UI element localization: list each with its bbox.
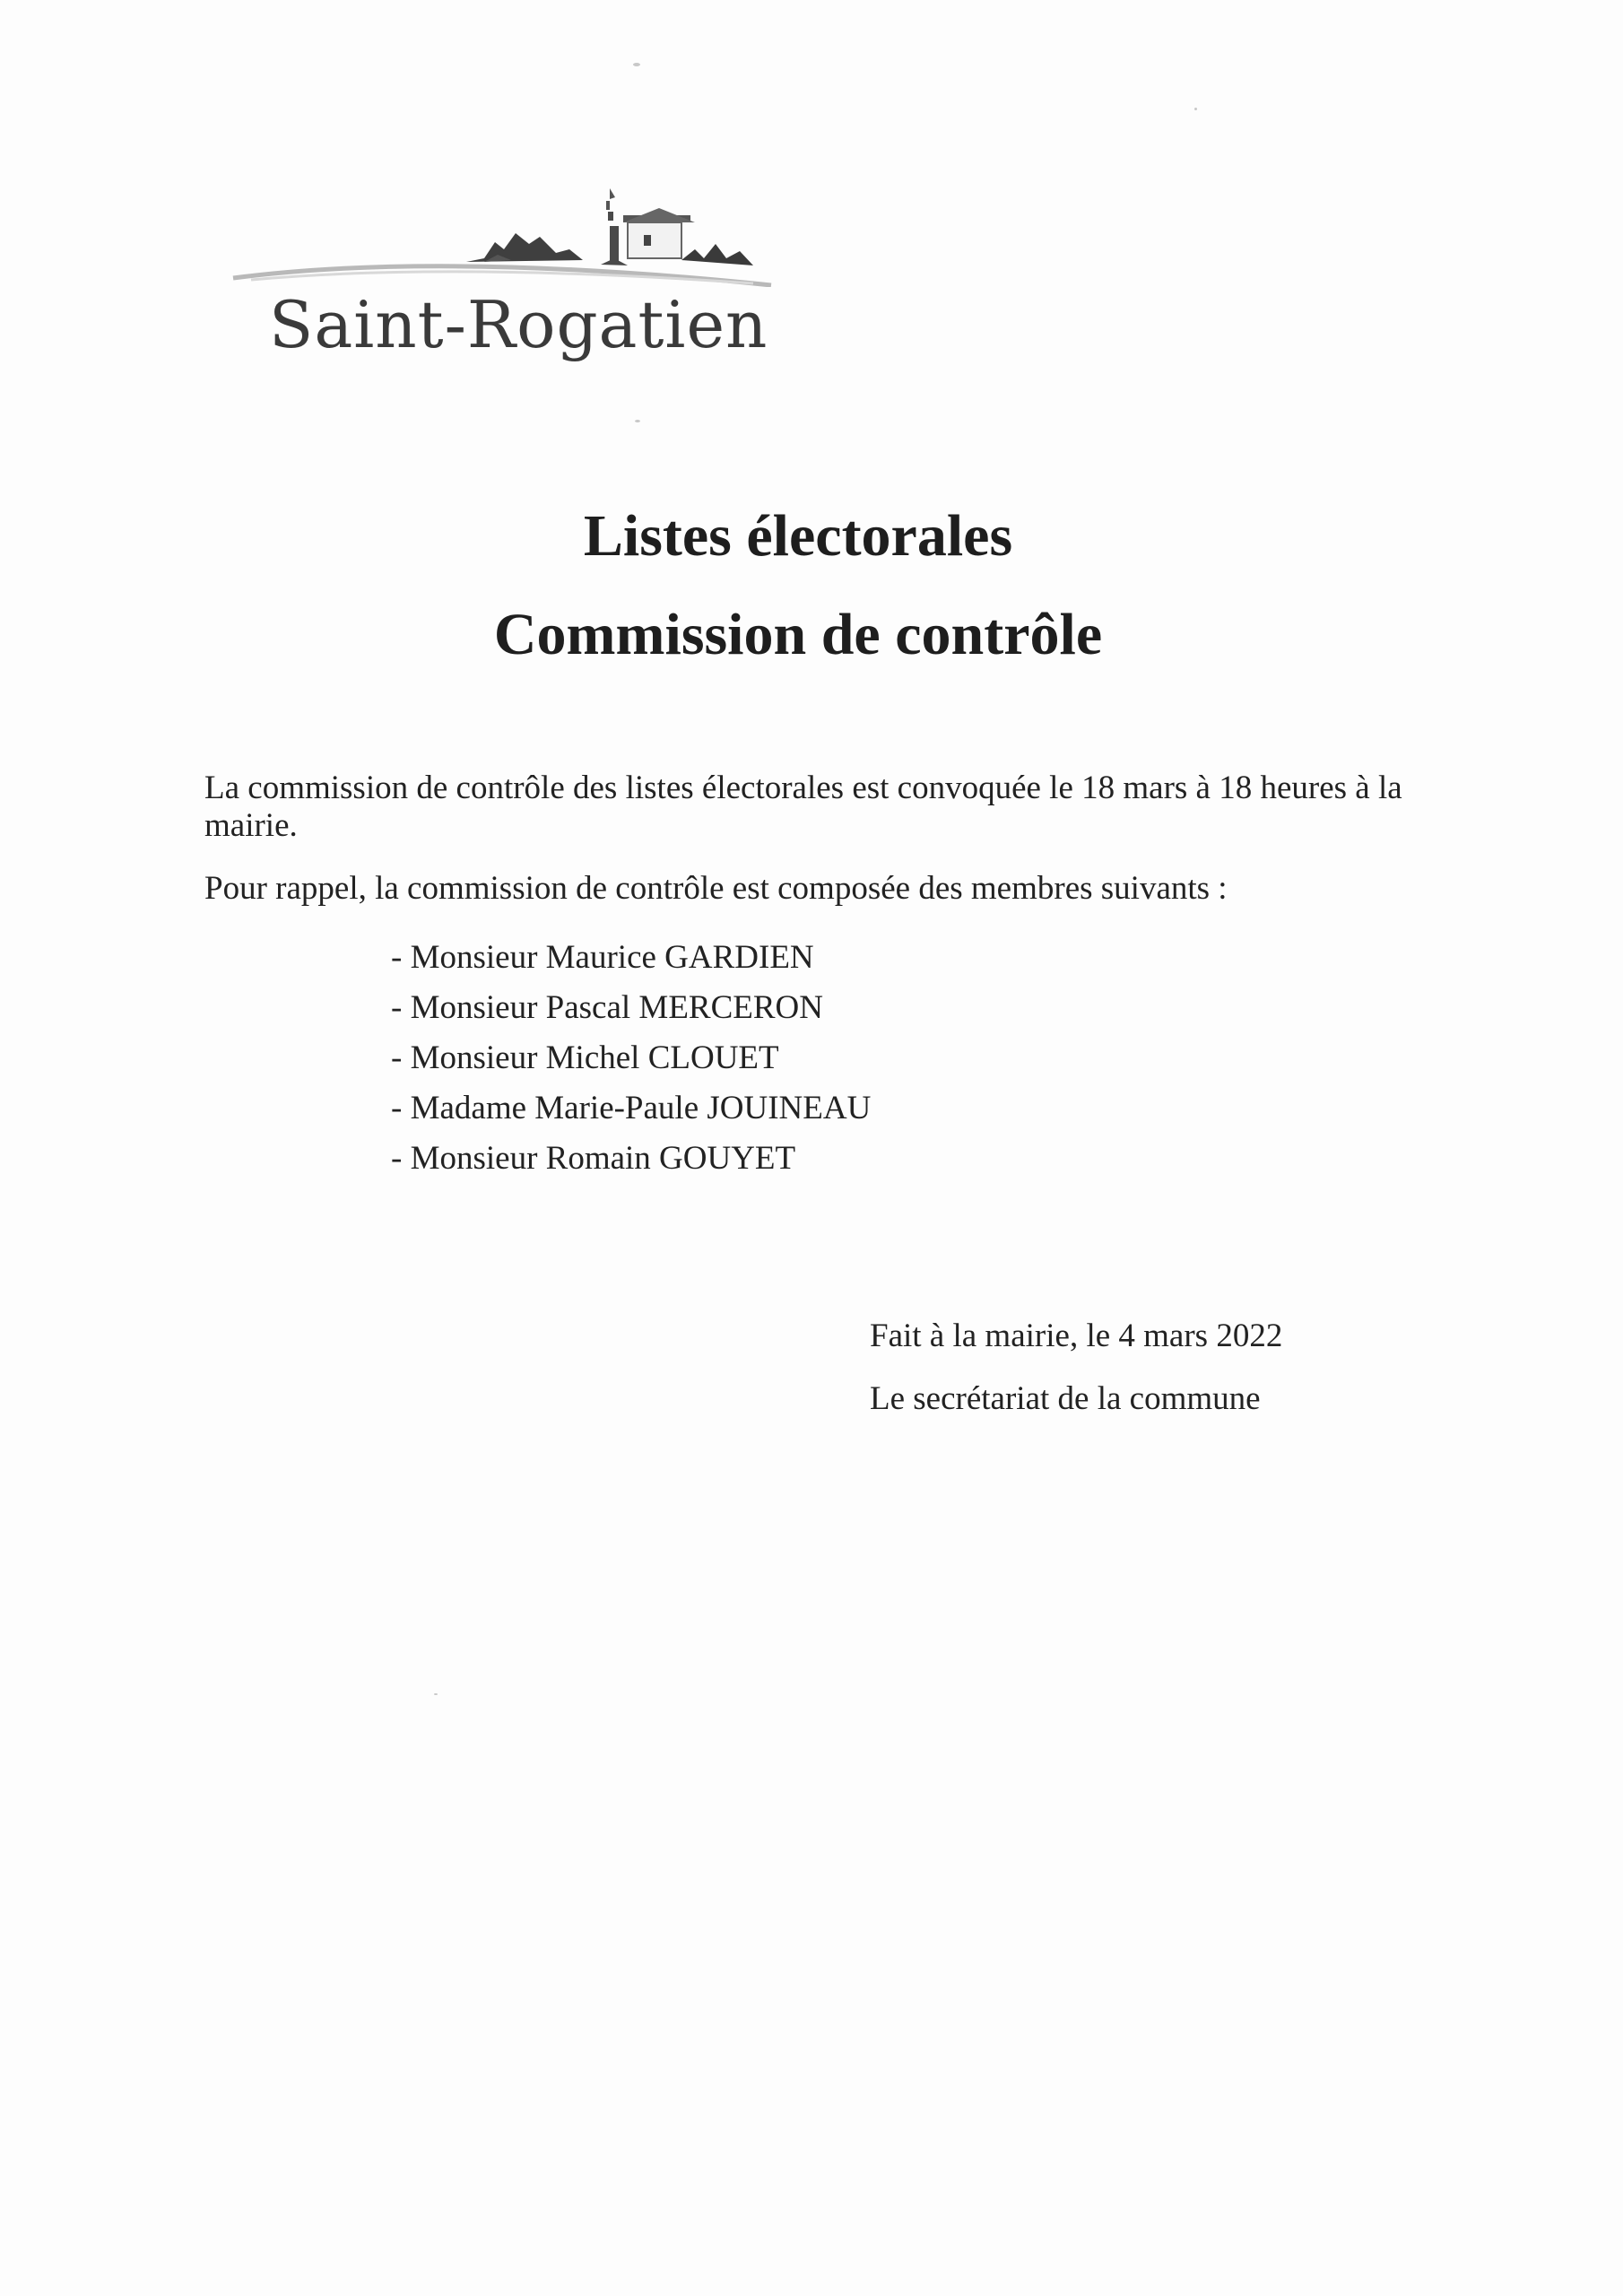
scan-speck: [1194, 108, 1197, 110]
municipality-logo: [215, 179, 789, 386]
members-list: [391, 933, 871, 1184]
list-item: - Monsieur Michel CLOUET: [391, 1039, 779, 1076]
signatory: Le secrétariat de la commune: [870, 1380, 1261, 1417]
scan-speck: [434, 1693, 438, 1695]
document-title: Listes électorales: [583, 503, 1013, 569]
document-subtitle: Commission de contrôle: [493, 602, 1103, 667]
list-item: - Monsieur Pascal MERCERON: [391, 989, 823, 1026]
list-item: - Monsieur Maurice GARDIEN: [391, 939, 814, 976]
village-skyline-icon: [215, 179, 789, 287]
reminder-paragraph: Pour rappel, la commission de contrôle est composée des membres suivants :: [204, 870, 1228, 907]
signature-block: [870, 1311, 1282, 1437]
municipality-name: Saint-Rogatien: [269, 287, 768, 362]
list-item: - Monsieur Romain GOUYET: [391, 1140, 796, 1177]
place-date: Fait à la mairie, le 4 mars 2022: [870, 1318, 1283, 1354]
scan-speck: [633, 63, 640, 66]
convocation-paragraph: La commission de contrôle des listes électorales est convoquée le 18 mars à 18 heures à la mairie.: [204, 770, 1402, 844]
list-item: - Madame Marie-Paule JOUINEAU: [391, 1090, 872, 1126]
scan-speck: [635, 420, 640, 422]
